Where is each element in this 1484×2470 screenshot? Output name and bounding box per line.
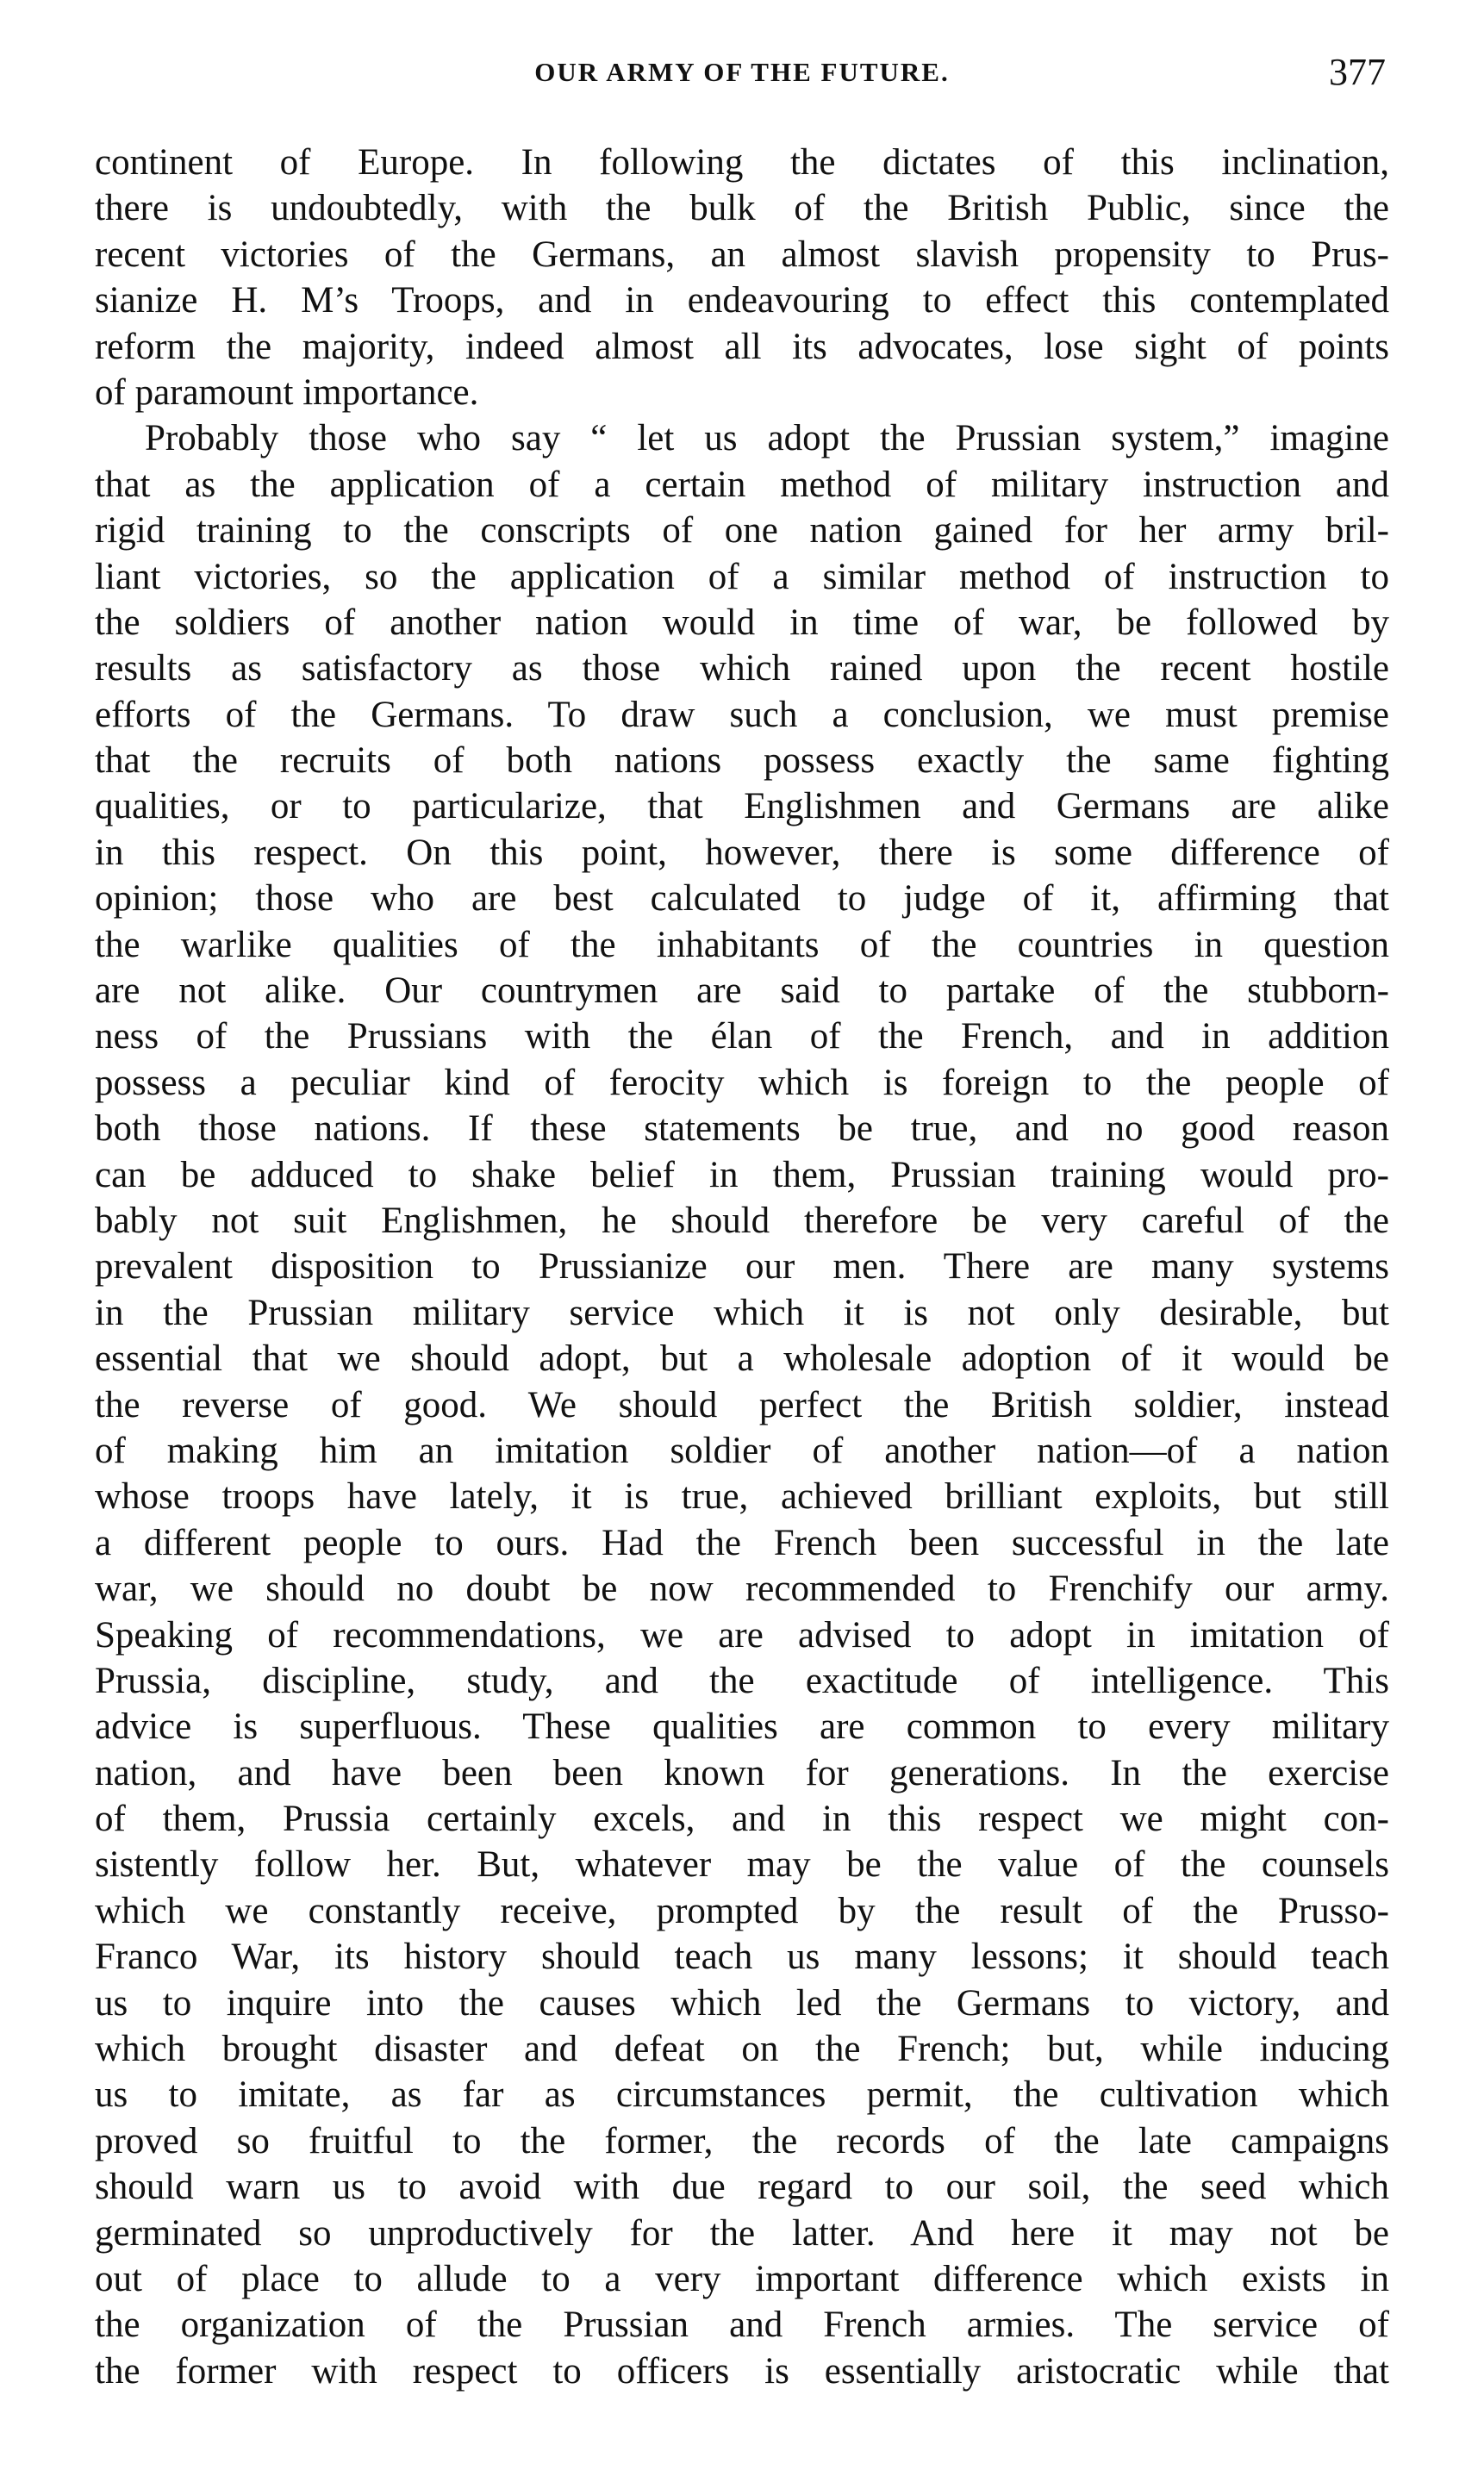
text-line: opinion; those who are best calculated to judge of it, affirming that	[95, 878, 1389, 920]
text-line: the reverse of good. We should perfect the British soldier, instead	[95, 1384, 1389, 1425]
text-line: that the recruits of both nations possess exactly the same fighting	[95, 740, 1389, 782]
text-line: Franco War, its history should teach us many lessons; it should teach	[95, 1937, 1389, 1978]
text-line: liant victories, so the application of a similar method of instruction to	[95, 556, 1389, 597]
text-line: sianize H. M’s Troops, and in endeavouring to effect this contemplated	[95, 280, 1389, 321]
text-line: continent of Europe. In following the dictates of this inclination,	[95, 142, 1389, 183]
text-line: germinated so unproductively for the latter. And here it may not be	[95, 2212, 1389, 2254]
text-line: of making him an imitation soldier of another nation—of a nation	[95, 1430, 1389, 1471]
running-title: OUR ARMY OF THE FUTURE.	[534, 57, 950, 87]
body-text	[95, 140, 1389, 2394]
text-line: us to inquire into the causes which led the Germans to victory, and	[95, 1982, 1389, 2024]
text-line: Prussia, discipline, study, and the exactitude of intelligence. This	[95, 1660, 1389, 1701]
text-line: in this respect. On this point, however, there is some difference of	[95, 832, 1389, 873]
text-line: sistently follow her. But, whatever may be the value of the counsels	[95, 1844, 1389, 1886]
text-line: which brought disaster and defeat on the French; but, while inducing	[95, 2029, 1389, 2070]
text-line: the former with respect to officers is essentially aristocratic while that	[95, 2350, 1389, 2392]
text-line: are not alike. Our countrymen are said to partake of the stubborn-	[95, 970, 1389, 1012]
text-line: should warn us to avoid with due regard to our soil, the seed which	[95, 2167, 1389, 2208]
text-line: efforts of the Germans. To draw such a conclusion, we must premise	[95, 694, 1389, 735]
text-line: Speaking of recommendations, we are advised to adopt in imitation of	[95, 1614, 1389, 1656]
text-line: both those nations. If these statements be true, and no good reason	[95, 1108, 1389, 1150]
text-line: essential that we should adopt, but a wholesale adoption of it would be	[95, 1338, 1389, 1380]
text-line: of paramount importance.	[95, 371, 479, 413]
text-line: can be adduced to shake belief in them, Prussian training would pro-	[95, 1154, 1389, 1195]
text-line: qualities, or to particularize, that Englishmen and Germans are alike	[95, 786, 1389, 827]
running-head	[95, 50, 1389, 110]
paragraph-start-line: Probably those who say “ let us adopt the Prussian system,” imagine	[145, 418, 1389, 459]
text-line: there is undoubtedly, with the bulk of the British Public, since the	[95, 188, 1389, 229]
text-line: bably not suit Englishmen, he should therefore be very careful of the	[95, 1200, 1389, 1241]
text-line: the warlike qualities of the inhabitants of the countries in question	[95, 924, 1389, 965]
text-line: whose troops have lately, it is true, achieved brilliant exploits, but still	[95, 1476, 1389, 1518]
text-line: reform the majority, indeed almost all its advocates, lose sight of points	[95, 326, 1389, 367]
text-line: advice is superfluous. These qualities are common to every military	[95, 1706, 1389, 1748]
text-line: ness of the Prussians with the élan of the French, and in addition	[95, 1016, 1389, 1057]
text-line: recent victories of the Germans, an almost slavish propensity to Prus-	[95, 234, 1389, 275]
text-line: possess a peculiar kind of ferocity which is foreign to the people of	[95, 1062, 1389, 1103]
text-line: which we constantly receive, prompted by the result of the Prusso-	[95, 1890, 1389, 1931]
text-line: prevalent disposition to Prussianize our men. There are many systems	[95, 1246, 1389, 1288]
text-line: the soldiers of another nation would in time of war, be followed by	[95, 602, 1389, 643]
page-number: 377	[1329, 51, 1386, 93]
text-line: nation, and have been been known for generations. In the exercise	[95, 1752, 1389, 1793]
text-line: war, we should no doubt be now recommended to Frenchify our army.	[95, 1569, 1389, 1610]
text-line: that as the application of a certain method of military instruction and	[95, 464, 1389, 505]
text-line: out of place to allude to a very important difference which exists in	[95, 2258, 1389, 2299]
text-line: results as satisfactory as those which rained upon the recent hostile	[95, 648, 1389, 689]
text-line: rigid training to the conscripts of one nation gained for her army bril-	[95, 510, 1389, 552]
text-line: us to imitate, as far as circumstances permit, the cultivation which	[95, 2074, 1389, 2116]
text-line: the organization of the Prussian and French armies. The service of	[95, 2305, 1389, 2346]
text-line: a different people to ours. Had the French been successful in the late	[95, 1522, 1389, 1563]
text-line: of them, Prussia certainly excels, and in this respect we might con-	[95, 1799, 1389, 1840]
text-line: proved so fruitful to the former, the records of the late campaigns	[95, 2120, 1389, 2161]
text-line: in the Prussian military service which it is not only desirable, but	[95, 1292, 1389, 1333]
